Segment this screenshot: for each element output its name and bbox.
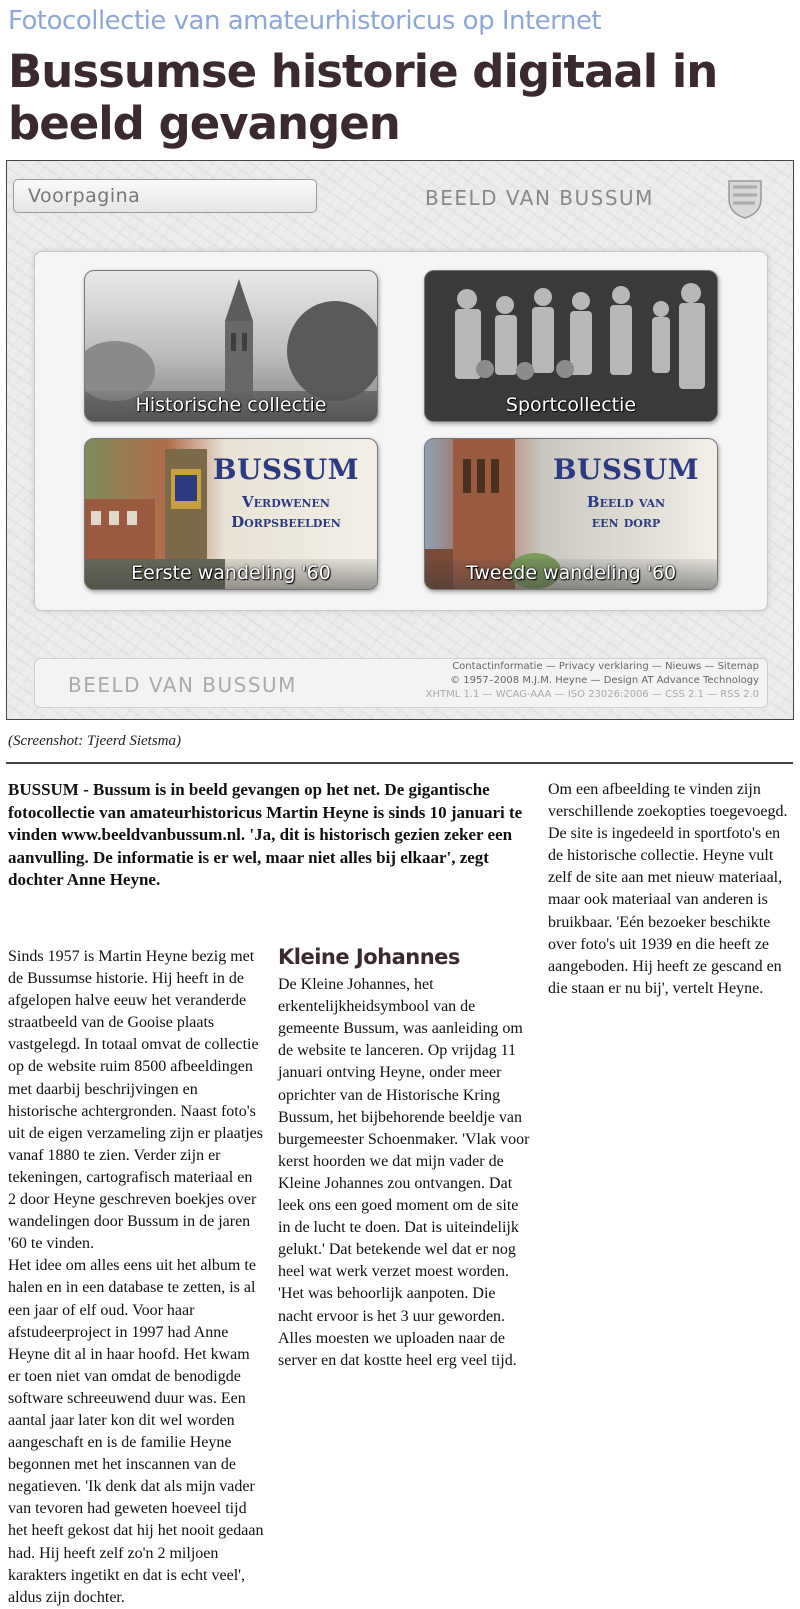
article-lead: BUSSUM - Bussum is in beeld gevangen op het net. De gigantische fotocollectie van amateurhistoricus Martin Heyne is sinds 10 januari te vinden www.beeldvanbussum.nl. 'Ja, dit is historisch gezien zeker een aanvulling. De informatie is er wel, maar niet alles bij elkaar', zegt dochter Anne Heyne. [8, 780, 523, 889]
coat-of-arms-icon [727, 179, 763, 219]
brand-block [211, 453, 361, 532]
site-header [7, 161, 793, 221]
brand-title: BUSSUM [212, 453, 360, 486]
article-column-1 [8, 946, 264, 1609]
paragraph: De Kleine Johannes, het erkentelijkheidsymbool van de gemeente Bussum, was aanleiding om de website te lanceren. Op vrijdag 11 januari ontving Heyne, onder meer oprichter van de Historische Kring Bussum, het bijbehorende beeldje van burgemeester Schoenmaker. 'Vlak voor kerst hoorden we dat mijn vader de Kleine Johannes zou ontvangen. Dat leek ons een goed moment om de site in de lucht te doen. Dat is uiteindelijk gelukt.' Dat betekende wel dat er nog heel wat werk verzet moest worden. 'Het was behoorlijk aanpoten. Die nacht ervoor is het 3 uur geworden. Alles moesten we uploaden naar de server en dat kostte heel erg veel tijd. [278, 976, 530, 1369]
footer-site-title: BEELD VAN BUSSUM [68, 673, 297, 697]
footer-tech-badges: XHTML 1.1 — WCAG-AAA — ISO 23026:2006 — CSS 2.1 — RSS 2.0 [425, 689, 759, 700]
tile-sportcollectie [424, 270, 718, 422]
tile-caption: Tweede wandeling '60 [425, 559, 717, 589]
divider-rule [6, 762, 793, 764]
brand-subtitle-line-2: een dorp [591, 513, 661, 531]
brand-title: BUSSUM [552, 453, 700, 486]
brand-subtitle-line-1: Verdwenen [242, 493, 330, 511]
tile-historische-collectie [84, 270, 378, 422]
footer-nav-links: Contactinformatie — Privacy verklaring — Nieuws — Sitemap [452, 661, 759, 672]
article-column-2 [278, 946, 533, 1372]
paragraph: Sinds 1957 is Martin Heyne bezig met de Bussumse historie. Hij heeft in de afgelopen halve eeuw het veranderde straatbeeld van de Gooise plaats vastgelegd. In totaal omvat de collectie op de website ruim 8500 afbeeldingen met daarbij beschrijvingen en historische achtergronden. Naast foto's uit de eigen verzameling zijn er plaatjes vanaf 1880 te zien. Verder zijn er tekeningen, cartografisch materiaal en 2 door Heyne geschreven boekjes over wandelingen door Bussum in de jaren '60 te vinden. [8, 948, 263, 1253]
site-footer [34, 658, 768, 708]
article-kicker: Fotocollectie van amateurhistoricus op Internet [8, 6, 602, 36]
tile-caption: Sportcollectie [425, 391, 717, 421]
article-headline: Bussumse historie digitaal in beeld gevangen [8, 45, 718, 150]
tile-eerste-wandeling [84, 438, 378, 590]
tile-caption: Historische collectie [85, 391, 377, 421]
brand-block [551, 453, 701, 532]
section-subhead: Kleine Johannes [278, 945, 460, 969]
brand-subtitle-line-1: Beeld van [586, 493, 666, 511]
photo-caption: (Screenshot: Tjeerd Sietsma) [8, 733, 182, 749]
nav-field: Voorpagina [13, 179, 317, 213]
site-title: BEELD VAN BUSSUM [425, 186, 654, 210]
website-screenshot [6, 160, 794, 720]
tile-caption: Eerste wandeling '60 [85, 559, 377, 589]
footer-copyright: © 1957–2008 M.J.M. Heyne — Design AT Advance Technology [450, 675, 759, 686]
footer-links-block [426, 660, 759, 702]
paragraph: Het idee om alles eens uit het album te halen en in een database te zetten, is al een jaar of elf oud. Voor haar afstudeerproject in 1997 had Anne Heyne dit al in haar hoofd. Het kwam er toen niet van omdat de benodigde software schreeuwend duur was. Een aantal jaar later kon dit wel worden aangeschaft en is de familie Heyne begonnen met het inscannen van de negatieven. 'Ik denk dat als mijn vader van tevoren had geweten hoeveel tijd het heeft gekost dat hij het nooit gedaan had. Hij heeft zelf zo'n 2 miljoen karakters ingetikt en dat is echt veel', aldus zijn dochter. [8, 1257, 264, 1606]
brand-subtitle-line-2: Dorpsbeelden [231, 513, 341, 531]
paragraph: Om een afbeelding te vinden zijn verschillende zoekopties toegevoegd. De site is ingedeeld in sportfoto's en de historische collectie. Heyne vult zelf de site aan met nieuw materiaal, maar ook materiaal van anderen is bruikbaar. 'Eén bezoeker beschikte over foto's uit 1939 en die heeft ze aangeboden. Hij heeft ze gescand en die staan er nu bij', vertelt Heyne. [548, 781, 788, 997]
tile-panel [34, 251, 768, 611]
article-column-3 [548, 779, 798, 1000]
tile-tweede-wandeling [424, 438, 718, 590]
